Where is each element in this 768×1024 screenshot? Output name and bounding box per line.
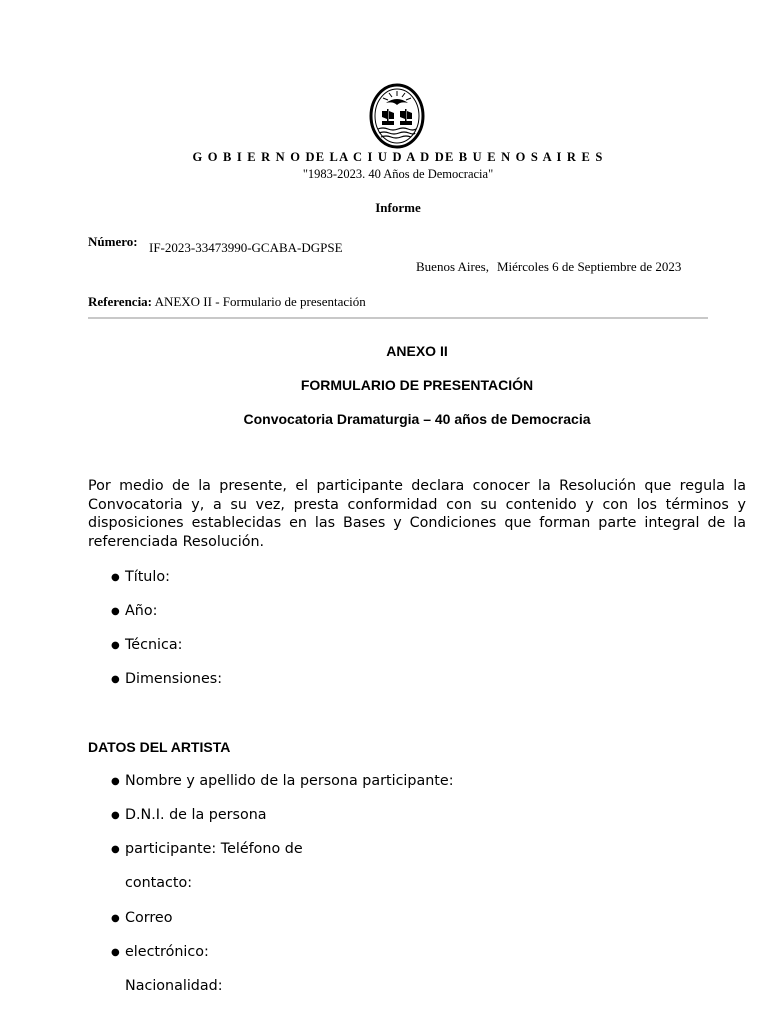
annex-title: ANEXO II (386, 343, 448, 359)
document-type: Informe (375, 200, 421, 215)
convocatoria-title: Convocatoria Dramaturgia – 40 años de Democracia (243, 411, 591, 427)
date: Miércoles 6 de Septiembre de 2023 (496, 259, 682, 274)
list-item-label: D.N.I. de la persona (125, 807, 267, 823)
list-item-label: participante: Teléfono de (125, 841, 303, 857)
government-title: G O B I E R N O DE LA C I U D A D DE B U E N O S A I R E S (192, 150, 604, 164)
place: Buenos Aires, (416, 259, 489, 274)
list-item-label: electrónico: (125, 944, 209, 960)
list-item-label: Correo (125, 910, 173, 926)
intro-paragraph: Por medio de la presente, el participante declara conocer la Resolución que regula la Convocatoria y, a su vez, presta conformidad con su contenido y con los términos y disposiciones establecidas en las Bases y Condiciones que forman parte integral de la referenciada Resolución. (88, 478, 746, 550)
numero-value: IF-2023-33473990-GCABA-DGPSE (149, 240, 343, 255)
coat-of-arms-icon (368, 83, 426, 149)
list-item-label: Nacionalidad: (125, 978, 223, 994)
list-item-label: Nombre y apellido de la persona participante: (125, 773, 454, 789)
referencia-value: ANEXO II - Formulario de presentación (154, 294, 366, 309)
list-item-label: contacto: (125, 875, 193, 891)
government-motto: "1983-2023. 40 Años de Democracia" (302, 167, 494, 181)
header-divider (88, 317, 708, 319)
list-item-label: Técnica: (125, 637, 183, 653)
numero-label: Número: (88, 234, 138, 249)
date-line (416, 259, 681, 275)
list-item-label: Año: (125, 603, 158, 619)
reference-line (88, 294, 366, 310)
artist-section-heading: DATOS DEL ARTISTA (88, 739, 231, 755)
list-item-label: Título: (125, 569, 170, 585)
list-item-label: Dimensiones: (125, 671, 223, 687)
form-title: FORMULARIO DE PRESENTACIÓN (300, 377, 534, 393)
referencia-label: Referencia: (88, 294, 153, 309)
